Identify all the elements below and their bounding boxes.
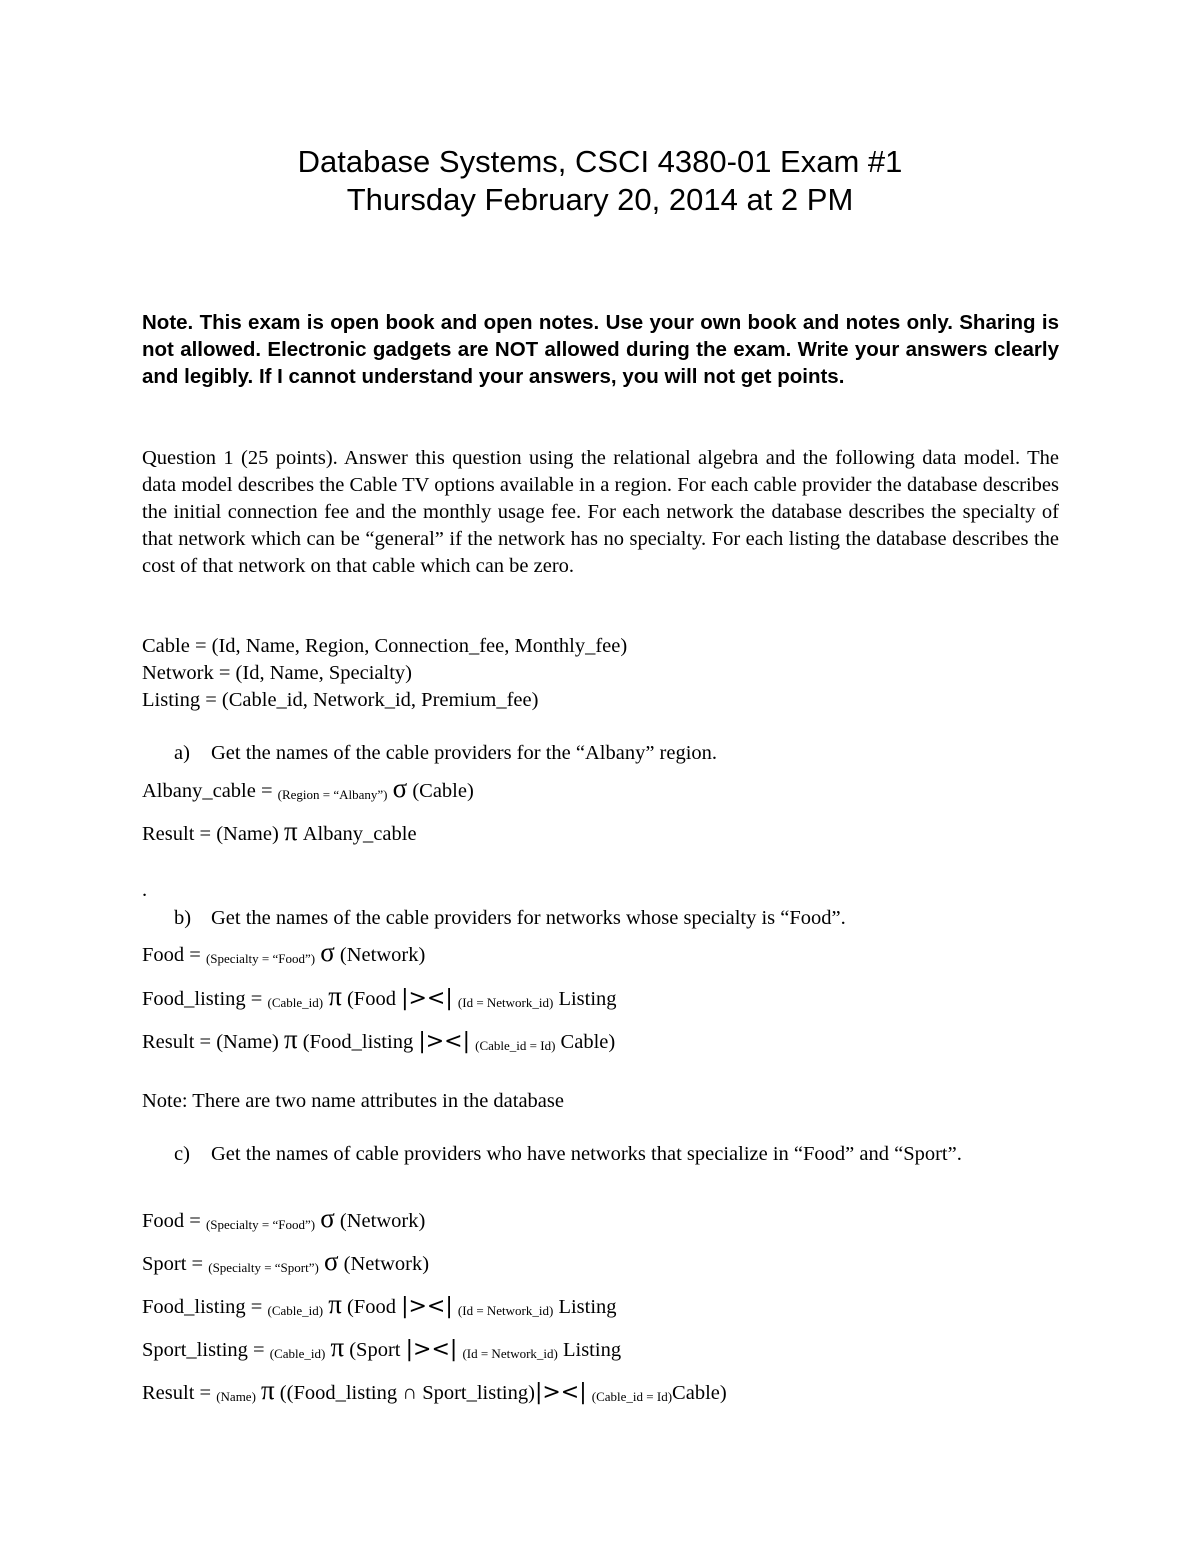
intersect-symbol: ∩ xyxy=(402,1382,418,1404)
name-attributes-note: Note: There are two name attributes in the database xyxy=(142,1090,564,1112)
expr-lhs: Result = xyxy=(142,1382,217,1404)
expr-rest: (Network) xyxy=(334,944,426,966)
part-b-label: b) xyxy=(174,907,192,929)
sigma-symbol: σ xyxy=(320,1203,335,1233)
join-condition: (Id = Network_id) xyxy=(457,995,554,1010)
join-symbol: |><| xyxy=(418,1029,471,1054)
schema-network: Network = (Id, Name, Specialty) xyxy=(142,662,413,684)
join-symbol: |><| xyxy=(401,986,453,1011)
select-condition: (Specialty = “Sport”) xyxy=(208,1260,319,1275)
part-a-answer-line-2 xyxy=(142,816,417,848)
sigma-symbol: σ xyxy=(392,773,408,803)
join-symbol: |><| xyxy=(401,1294,453,1319)
expr-mid: (Sport xyxy=(344,1339,406,1361)
part-c-question: Get the names of cable providers who have networks that specialize in “Food” and “Sport”. xyxy=(211,1143,962,1165)
expr-mid-2: Sport_listing) xyxy=(417,1382,535,1404)
part-a-label: a) xyxy=(174,742,190,764)
expr-rest: (Cable) xyxy=(407,780,474,802)
select-condition: (Specialty = “Food”) xyxy=(205,1217,316,1232)
expr-rest: Listing xyxy=(553,988,617,1010)
part-c-answer-line-3 xyxy=(142,1289,617,1322)
expr-mid: (Food xyxy=(341,1296,402,1318)
project-attrs: (Cable_id) xyxy=(269,1346,326,1361)
expr-lhs: Albany_cable = xyxy=(142,780,278,802)
schema-listing: Listing = (Cable_id, Network_id, Premium_fee) xyxy=(142,689,539,711)
sigma-symbol: σ xyxy=(323,1246,339,1276)
sigma-symbol: σ xyxy=(320,937,335,967)
part-c-answer-line-4 xyxy=(142,1332,622,1365)
join-symbol: |><| xyxy=(405,1337,458,1362)
expr-mid: ((Food_listing xyxy=(274,1382,403,1404)
project-attrs: (Cable_id) xyxy=(267,995,324,1010)
expr-rest: Listing xyxy=(557,1339,622,1361)
part-b-answer-line-1 xyxy=(142,937,426,970)
expr-mid: (Food_listing xyxy=(297,1031,419,1053)
pi-symbol: π xyxy=(283,816,298,846)
pi-symbol: π xyxy=(330,1332,345,1362)
expr-lhs: Food = xyxy=(142,944,206,966)
stray-dot: . xyxy=(142,879,148,901)
expr-lhs: Sport_listing = xyxy=(142,1339,270,1361)
expr-lhs: Food_listing = xyxy=(142,1296,268,1318)
select-condition: (Specialty = “Food”) xyxy=(205,951,316,966)
join-condition: (Cable_id = Id) xyxy=(591,1389,673,1404)
expr-lhs: Sport = xyxy=(142,1253,209,1275)
project-attrs: (Name) xyxy=(216,1389,256,1404)
pi-symbol: π xyxy=(261,1375,275,1405)
project-attrs: (Cable_id) xyxy=(267,1303,324,1318)
expr-lhs: Result = (Name) xyxy=(142,1031,279,1053)
exam-note: Note. This exam is open book and open notes. Use your own book and notes only. Sharing is not allowed. Electronic gadgets are NOT allowed during the exam. Write your answers clearly and legibly. If I cannot understand your answers, you will not get points. xyxy=(142,311,1059,388)
expr-rest: Cable) xyxy=(672,1382,727,1404)
part-c-answer-line-5 xyxy=(142,1375,727,1408)
part-a-answer-line-1 xyxy=(142,773,474,806)
expr-rest: Albany_cable xyxy=(297,823,417,845)
expr-rest: (Network) xyxy=(338,1253,430,1275)
expr-rest: (Network) xyxy=(334,1210,426,1232)
select-condition: (Region = “Albany”) xyxy=(277,787,388,802)
pi-symbol: π xyxy=(283,1024,298,1054)
pi-symbol: π xyxy=(328,1289,342,1319)
expr-rest: Cable) xyxy=(555,1031,616,1053)
expr-mid: (Food xyxy=(341,988,402,1010)
expr-rest: Listing xyxy=(553,1296,617,1318)
pi-symbol: π xyxy=(328,981,342,1011)
part-b-answer-line-3 xyxy=(142,1024,616,1057)
part-b-answer-line-2 xyxy=(142,981,617,1014)
expr-lhs: Food_listing = xyxy=(142,988,268,1010)
join-symbol: |><| xyxy=(534,1380,587,1405)
question-1-text: Question 1 (25 points). Answer this question using the relational algebra and the following data model. The data model describes the Cable TV options available in a region. For each cable provider the database describes the initial connection fee and the monthly usage fee. For each network the database describes the specialty of that network which can be “general” if the network has no specialty. For each listing the database describes the cost of that network on that cable which can be zero. xyxy=(142,447,1059,577)
join-condition: (Cable_id = Id) xyxy=(475,1038,556,1053)
join-condition: (Id = Network_id) xyxy=(457,1303,554,1318)
expr-lhs: Food = xyxy=(142,1210,206,1232)
schema-cable: Cable = (Id, Name, Region, Connection_fee, Monthly_fee) xyxy=(142,635,628,657)
exam-title: Database Systems, CSCI 4380-01 Exam #1 xyxy=(297,144,903,179)
part-c-answer-line-2 xyxy=(142,1246,430,1279)
part-a-question: Get the names of the cable providers for the “Albany” region. xyxy=(211,742,718,764)
part-c-label: c) xyxy=(174,1143,190,1165)
join-condition: (Id = Network_id) xyxy=(462,1346,558,1361)
part-c-answer-line-1 xyxy=(142,1203,426,1236)
exam-date: Thursday February 20, 2014 at 2 PM xyxy=(346,182,854,217)
part-b-question: Get the names of the cable providers for networks whose specialty is “Food”. xyxy=(211,907,846,929)
expr-lhs: Result = (Name) xyxy=(142,823,279,845)
